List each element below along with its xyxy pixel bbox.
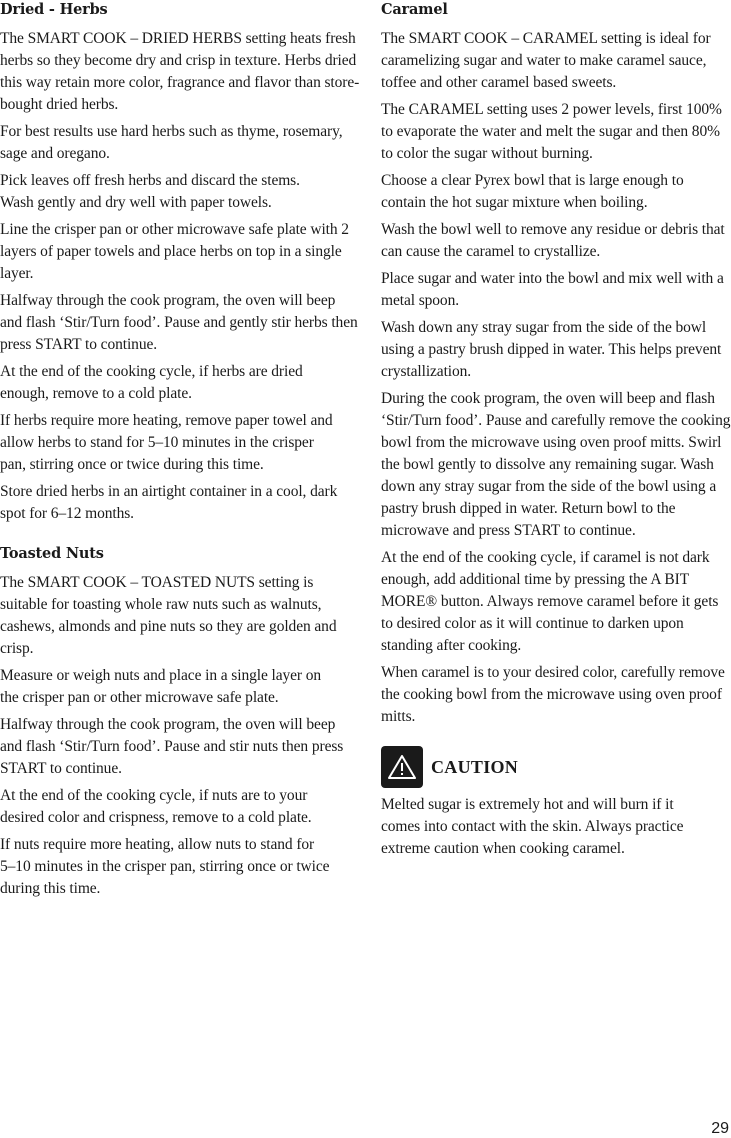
toasted-nuts-heading: Toasted Nuts: [0, 545, 104, 562]
herbs-paragraph: Line the crisper pan or other microwave safe plate with 2 layers of paper towels and place herbs on top in a single layer.: [0, 221, 349, 282]
caution-section: [381, 746, 731, 860]
caramel-heading: Caramel: [381, 1, 448, 18]
herbs-paragraph: If herbs require more heating, remove paper towel and allow herbs to stand for 5–10 minutes in the crisper pan, stirring once or twice during this time.: [0, 412, 333, 473]
dried-herbs-heading: Dried - Herbs: [0, 1, 108, 18]
caution-heading: CAUTION: [431, 756, 519, 777]
caramel-paragraph: Wash the bowl well to remove any residue or debris that can cause the caramel to crystallize.: [381, 221, 725, 260]
herbs-paragraph: Pick leaves off fresh herbs and discard the stems. Wash gently and dry well with paper towels.: [0, 172, 300, 211]
herbs-paragraph: At the end of the cooking cycle, if herbs are dried enough, remove to a cold plate.: [0, 363, 303, 402]
warning-icon: [381, 746, 423, 788]
toasted-nuts-section: [0, 544, 360, 900]
caramel-paragraph: Place sugar and water into the bowl and mix well with a metal spoon.: [381, 270, 724, 309]
caramel-paragraph: When caramel is to your desired color, carefully remove the cooking bowl from the microwave using oven proof mitts.: [381, 664, 725, 725]
caramel-paragraph: During the cook program, the oven will beep and flash ‘Stir/Turn food’. Pause and carefully remove the cooking bowl from the microwave using oven proof mitts. Swirl the bowl gently to dissolve any remaining sugar. Wash down any stray sugar from the side of the bowl using a pastry brush dipped in water. Return bowl to the microwave and press START to continue.: [381, 390, 731, 539]
nuts-paragraph: The SMART COOK – TOASTED NUTS setting is suitable for toasting whole raw nuts such as walnuts, cashews, almonds and pine nuts so they are golden and crisp.: [0, 574, 337, 657]
caramel-paragraph: Wash down any stray sugar from the side of the bowl using a pastry brush dipped in water. This helps prevent crystallization.: [381, 319, 722, 380]
caution-text: Melted sugar is extremely hot and will burn if it comes into contact with the skin. Always practice extreme caution when cooking caramel.: [381, 796, 684, 857]
caramel-paragraph: Choose a clear Pyrex bowl that is large enough to contain the hot sugar mixture when boiling.: [381, 172, 684, 211]
caramel-section: [381, 0, 731, 728]
herbs-paragraph: For best results use hard herbs such as thyme, rosemary, sage and oregano.: [0, 123, 343, 162]
herbs-paragraph: Halfway through the cook program, the oven will beep and flash ‘Stir/Turn food’. Pause and gently stir herbs then press START to continue.: [0, 292, 358, 353]
caramel-paragraph: At the end of the cooking cycle, if caramel is not dark enough, add additional time by pressing the A BIT MORE® button. Always remove caramel before it gets to desired color as it will continue to darken upon standing after cooking.: [381, 549, 719, 654]
page-number: 29: [711, 1120, 729, 1137]
caramel-paragraph: The SMART COOK – CARAMEL setting is ideal for caramelizing sugar and water to make caramel sauce, toffee and other caramel based sweets.: [381, 30, 711, 91]
nuts-paragraph: At the end of the cooking cycle, if nuts are to your desired color and crispness, remove to a cold plate.: [0, 787, 312, 826]
caramel-paragraph: The CARAMEL setting uses 2 power levels, first 100% to evaporate the water and melt the sugar and then 80% to color the sugar without burning.: [381, 101, 722, 162]
nuts-paragraph: Halfway through the cook program, the oven will beep and flash ‘Stir/Turn food’. Pause and stir nuts then press START to continue.: [0, 716, 344, 777]
nuts-paragraph: Measure or weigh nuts and place in a single layer on the crisper pan or other microwave safe plate.: [0, 667, 322, 706]
herbs-paragraph: The SMART COOK – DRIED HERBS setting heats fresh herbs so they become dry and crisp in texture. Herbs dried this way retain more color, fragrance and flavor than store-bought dried herbs.: [0, 30, 360, 113]
dried-herbs-section: [0, 0, 360, 525]
herbs-paragraph: Store dried herbs in an airtight container in a cool, dark spot for 6–12 months.: [0, 483, 338, 522]
nuts-paragraph: If nuts require more heating, allow nuts to stand for 5–10 minutes in the crisper pan, stirring once or twice during this time.: [0, 836, 330, 897]
right-column: [381, 0, 731, 865]
left-column: [0, 0, 360, 905]
caution-header: [381, 746, 731, 788]
